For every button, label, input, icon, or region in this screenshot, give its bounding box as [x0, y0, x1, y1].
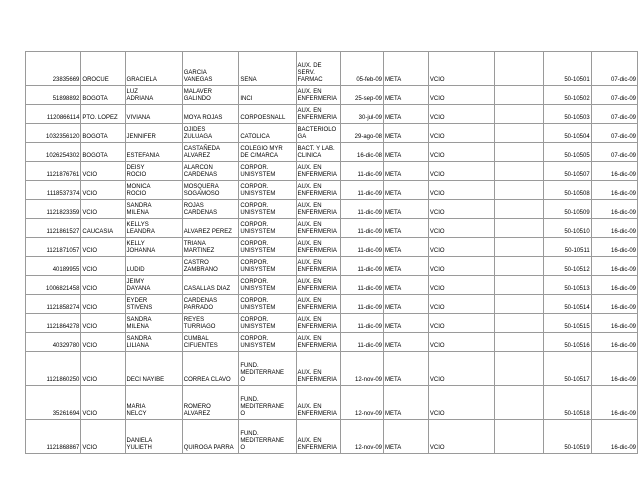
- cell-department: META: [384, 86, 429, 105]
- cell-municipality: VCIO: [428, 124, 494, 143]
- cell-record-date: 16-dic-09: [591, 314, 637, 333]
- cell-id: 1121823359: [26, 200, 81, 219]
- cell-record-date: 16-dic-09: [591, 257, 637, 276]
- cell-id: 1118537374: [26, 181, 81, 200]
- cell-city: CAUCASIA: [81, 219, 125, 238]
- cell-last-name: ROJAS CARDENAS: [182, 200, 239, 219]
- cell-city: VCIO: [81, 200, 125, 219]
- cell-municipality: VCIO: [428, 333, 494, 352]
- cell-title: AUX. DE SERV. FARMAC: [296, 52, 341, 86]
- cell-blank: [494, 333, 543, 352]
- cell-record-date: 16-dic-09: [591, 276, 637, 295]
- cell-municipality: VCIO: [428, 314, 494, 333]
- cell-institution: CORPOR. UNISYSTEM: [239, 219, 296, 238]
- cell-code: 50-10512: [544, 257, 592, 276]
- cell-institution: INCI: [239, 86, 296, 105]
- cell-code: 50-10509: [544, 200, 592, 219]
- cell-blank: [494, 200, 543, 219]
- cell-first-name: MARIA NELCY: [125, 386, 182, 420]
- cell-record-date: 07-dic-09: [591, 105, 637, 124]
- cell-department: META: [384, 386, 429, 420]
- cell-record-date: 07-dic-09: [591, 124, 637, 143]
- cell-last-name: ROMERO ALVAREZ: [182, 386, 239, 420]
- cell-date: 05-feb-09: [341, 52, 384, 86]
- cell-city: BOGOTA: [81, 86, 125, 105]
- cell-record-date: 16-dic-09: [591, 333, 637, 352]
- cell-last-name: MALAVER GALINDO: [182, 86, 239, 105]
- cell-last-name: ALVAREZ PEREZ: [182, 219, 239, 238]
- cell-city: VCIO: [81, 314, 125, 333]
- cell-title: AUX. EN ENFERMERIA: [296, 181, 341, 200]
- cell-code: 50-10503: [544, 105, 592, 124]
- cell-department: META: [384, 105, 429, 124]
- table-row: [26, 86, 638, 105]
- cell-city: VCIO: [81, 352, 125, 386]
- cell-last-name: CORREA CLAVO: [182, 352, 239, 386]
- cell-id: 1121864278: [26, 314, 81, 333]
- cell-title: AUX. EN ENFERMERIA: [296, 257, 341, 276]
- cell-record-date: 07-dic-09: [591, 52, 637, 86]
- cell-record-date: 16-dic-09: [591, 420, 637, 454]
- cell-municipality: VCIO: [428, 352, 494, 386]
- cell-municipality: VCIO: [428, 257, 494, 276]
- cell-first-name: DANIELA YULIETH: [125, 420, 182, 454]
- cell-first-name: SANDRA MILENA: [125, 200, 182, 219]
- cell-title: BACTERIOLO GA: [296, 124, 341, 143]
- cell-title: AUX. EN ENFERMERIA: [296, 352, 341, 386]
- cell-title: AUX. EN ENFERMERIA: [296, 420, 341, 454]
- cell-last-name: CASTAÑEDA ALVAREZ: [182, 143, 239, 162]
- cell-code: 50-10504: [544, 124, 592, 143]
- cell-date: 12-nov-09: [341, 386, 384, 420]
- cell-institution: CORPOR. UNISYSTEM: [239, 295, 296, 314]
- cell-code: 50-10505: [544, 143, 592, 162]
- cell-municipality: VCIO: [428, 238, 494, 257]
- cell-date: 11-dic-09: [341, 238, 384, 257]
- cell-id: 1032356120: [26, 124, 81, 143]
- table-row: [26, 52, 638, 86]
- cell-first-name: SANDRA MILENA: [125, 314, 182, 333]
- cell-municipality: VCIO: [428, 295, 494, 314]
- cell-municipality: VCIO: [428, 219, 494, 238]
- cell-city: VCIO: [81, 276, 125, 295]
- cell-municipality: VCIO: [428, 86, 494, 105]
- cell-date: 11-dic-09: [341, 181, 384, 200]
- cell-id: 40329780: [26, 333, 81, 352]
- cell-department: META: [384, 238, 429, 257]
- cell-date: 11-dic-09: [341, 257, 384, 276]
- cell-institution: CORPOR. UNISYSTEM: [239, 200, 296, 219]
- cell-institution: CORPOR. UNISYSTEM: [239, 238, 296, 257]
- cell-blank: [494, 386, 543, 420]
- cell-id: 51898892: [26, 86, 81, 105]
- cell-code: 50-10508: [544, 181, 592, 200]
- cell-code: 50-10510: [544, 219, 592, 238]
- cell-code: 50-10513: [544, 276, 592, 295]
- cell-date: 11-dic-09: [341, 162, 384, 181]
- cell-id: 1121860250: [26, 352, 81, 386]
- cell-department: META: [384, 295, 429, 314]
- cell-id: 1121868867: [26, 420, 81, 454]
- cell-blank: [494, 143, 543, 162]
- cell-first-name: SANDRA LILIANA: [125, 333, 182, 352]
- cell-date: 12-nov-09: [341, 352, 384, 386]
- cell-id: 40189955: [26, 257, 81, 276]
- cell-date: 12-nov-09: [341, 420, 384, 454]
- cell-institution: CORPOR. UNISYSTEM: [239, 257, 296, 276]
- cell-blank: [494, 295, 543, 314]
- cell-municipality: VCIO: [428, 276, 494, 295]
- cell-last-name: REYES TURRIAGO: [182, 314, 239, 333]
- cell-institution: CORPOR. UNISYSTEM: [239, 181, 296, 200]
- cell-blank: [494, 352, 543, 386]
- cell-last-name: ALARCON CARDENAS: [182, 162, 239, 181]
- cell-department: META: [384, 333, 429, 352]
- cell-department: META: [384, 181, 429, 200]
- cell-blank: [494, 124, 543, 143]
- cell-code: 50-10515: [544, 314, 592, 333]
- cell-title: AUX. EN ENFERMERIA: [296, 105, 341, 124]
- cell-first-name: VIVIANA: [125, 105, 182, 124]
- cell-city: VCIO: [81, 386, 125, 420]
- cell-title: AUX. EN ENFERMERIA: [296, 314, 341, 333]
- cell-blank: [494, 105, 543, 124]
- cell-last-name: MOYA ROJAS: [182, 105, 239, 124]
- table-row: [26, 162, 638, 181]
- cell-first-name: LUZ ADRIANA: [125, 86, 182, 105]
- cell-record-date: 16-dic-09: [591, 295, 637, 314]
- cell-city: VCIO: [81, 162, 125, 181]
- cell-record-date: 16-dic-09: [591, 238, 637, 257]
- table-row: [26, 420, 638, 454]
- cell-title: AUX. EN ENFERMERIA: [296, 200, 341, 219]
- cell-last-name: TRIANA MARTINEZ: [182, 238, 239, 257]
- cell-title: AUX. EN ENFERMERIA: [296, 219, 341, 238]
- cell-blank: [494, 86, 543, 105]
- table-row: [26, 238, 638, 257]
- cell-code: 50-10518: [544, 386, 592, 420]
- cell-blank: [494, 181, 543, 200]
- cell-record-date: 16-dic-09: [591, 386, 637, 420]
- cell-title: AUX. EN ENFERMERIA: [296, 386, 341, 420]
- cell-first-name: JENNIFER: [125, 124, 182, 143]
- cell-municipality: VCIO: [428, 52, 494, 86]
- cell-institution: CORPOR. UNISYSTEM: [239, 276, 296, 295]
- table-row: [26, 219, 638, 238]
- cell-id: 1026254302: [26, 143, 81, 162]
- cell-record-date: 16-dic-09: [591, 181, 637, 200]
- cell-code: 50-10501: [544, 52, 592, 86]
- cell-institution: CORPOESNALL: [239, 105, 296, 124]
- cell-city: PTO. LOPEZ: [81, 105, 125, 124]
- cell-title: AUX. EN ENFERMERIA: [296, 333, 341, 352]
- cell-last-name: CASTRO ZAMBRANO: [182, 257, 239, 276]
- cell-first-name: LUDID: [125, 257, 182, 276]
- cell-date: 29-ago-08: [341, 124, 384, 143]
- cell-id: 23835669: [26, 52, 81, 86]
- cell-department: META: [384, 52, 429, 86]
- cell-last-name: OJIDES ZULUAGA: [182, 124, 239, 143]
- cell-date: 11-dic-09: [341, 276, 384, 295]
- cell-institution: COLEGIO MYR DE C/MARCA: [239, 143, 296, 162]
- table-row: [26, 295, 638, 314]
- cell-code: 50-10502: [544, 86, 592, 105]
- cell-first-name: MONICA ROCIO: [125, 181, 182, 200]
- table-row: [26, 386, 638, 420]
- cell-department: META: [384, 276, 429, 295]
- cell-id: 1121871057: [26, 238, 81, 257]
- cell-last-name: QUIROGA PARRA: [182, 420, 239, 454]
- cell-department: META: [384, 257, 429, 276]
- cell-city: VCIO: [81, 420, 125, 454]
- cell-last-name: CASALLAS DIAZ: [182, 276, 239, 295]
- cell-code: 50-10507: [544, 162, 592, 181]
- cell-id: 35261694: [26, 386, 81, 420]
- table-row: [26, 257, 638, 276]
- cell-city: VCIO: [81, 295, 125, 314]
- cell-title: BACT. Y LAB. CLINICA: [296, 143, 341, 162]
- cell-id: 1120866114: [26, 105, 81, 124]
- cell-city: VCIO: [81, 333, 125, 352]
- table-row: [26, 314, 638, 333]
- cell-id: 1121876761: [26, 162, 81, 181]
- cell-institution: CORPOR. UNISYSTEM: [239, 162, 296, 181]
- cell-first-name: DECI NAYIBE: [125, 352, 182, 386]
- cell-city: VCIO: [81, 238, 125, 257]
- cell-first-name: EYDER STIVENS: [125, 295, 182, 314]
- cell-department: META: [384, 143, 429, 162]
- cell-id: 1006821458: [26, 276, 81, 295]
- cell-institution: CATOLICA: [239, 124, 296, 143]
- cell-city: OROCUE: [81, 52, 125, 86]
- cell-department: META: [384, 420, 429, 454]
- cell-blank: [494, 257, 543, 276]
- cell-department: META: [384, 124, 429, 143]
- cell-department: META: [384, 352, 429, 386]
- cell-title: AUX. EN ENFERMERIA: [296, 162, 341, 181]
- table-row: [26, 276, 638, 295]
- cell-code: 50-10517: [544, 352, 592, 386]
- cell-title: AUX. EN ENFERMERIA: [296, 86, 341, 105]
- cell-last-name: CARDENAS PARRADO: [182, 295, 239, 314]
- cell-first-name: ESTEFANIA: [125, 143, 182, 162]
- cell-department: META: [384, 314, 429, 333]
- table-row: [26, 352, 638, 386]
- cell-city: BOGOTA: [81, 124, 125, 143]
- table-row: [26, 124, 638, 143]
- cell-code: 50-10516: [544, 333, 592, 352]
- cell-city: VCIO: [81, 181, 125, 200]
- cell-code: 50-10511: [544, 238, 592, 257]
- cell-date: 25-sep-09: [341, 86, 384, 105]
- cell-date: 11-dic-09: [341, 295, 384, 314]
- cell-department: META: [384, 162, 429, 181]
- cell-blank: [494, 52, 543, 86]
- cell-code: 50-10514: [544, 295, 592, 314]
- cell-last-name: GARCIA VANEGAS: [182, 52, 239, 86]
- cell-blank: [494, 314, 543, 333]
- cell-city: VCIO: [81, 257, 125, 276]
- cell-first-name: KELLY JOHANNA: [125, 238, 182, 257]
- cell-code: 50-10519: [544, 420, 592, 454]
- cell-department: META: [384, 200, 429, 219]
- cell-title: AUX. EN ENFERMERIA: [296, 238, 341, 257]
- cell-date: 30-jul-09: [341, 105, 384, 124]
- cell-date: 16-dic-08: [341, 143, 384, 162]
- cell-date: 11-dic-09: [341, 219, 384, 238]
- cell-city: BOGOTA: [81, 143, 125, 162]
- data-table: [25, 51, 638, 454]
- cell-municipality: VCIO: [428, 181, 494, 200]
- table-row: [26, 333, 638, 352]
- cell-blank: [494, 219, 543, 238]
- cell-institution: FUND. MEDITERRANE O: [239, 420, 296, 454]
- cell-municipality: VCIO: [428, 143, 494, 162]
- cell-first-name: JEIMY DAYANA: [125, 276, 182, 295]
- cell-first-name: KELLYS LEANDRA: [125, 219, 182, 238]
- cell-title: AUX. EN ENFERMERIA: [296, 276, 341, 295]
- cell-blank: [494, 238, 543, 257]
- cell-institution: FUND. MEDITERRANE O: [239, 386, 296, 420]
- cell-municipality: VCIO: [428, 420, 494, 454]
- cell-municipality: VCIO: [428, 105, 494, 124]
- cell-title: AUX. EN ENFERMERIA: [296, 295, 341, 314]
- cell-record-date: 16-dic-09: [591, 352, 637, 386]
- cell-institution: SENA: [239, 52, 296, 86]
- cell-blank: [494, 420, 543, 454]
- cell-id: 1121861527: [26, 219, 81, 238]
- cell-institution: CORPOR. UNISYSTEM: [239, 314, 296, 333]
- table-row: [26, 200, 638, 219]
- table-row: [26, 143, 638, 162]
- cell-record-date: 07-dic-09: [591, 86, 637, 105]
- cell-institution: FUND. MEDITERRANE O: [239, 352, 296, 386]
- table-row: [26, 105, 638, 124]
- table-row: [26, 181, 638, 200]
- cell-municipality: VCIO: [428, 200, 494, 219]
- cell-department: META: [384, 219, 429, 238]
- cell-id: 1121858274: [26, 295, 81, 314]
- cell-date: 11-dic-09: [341, 333, 384, 352]
- cell-blank: [494, 276, 543, 295]
- cell-municipality: VCIO: [428, 162, 494, 181]
- cell-first-name: DEISY ROCIO: [125, 162, 182, 181]
- cell-institution: CORPOR. UNISYSTEM: [239, 333, 296, 352]
- cell-municipality: VCIO: [428, 386, 494, 420]
- cell-blank: [494, 162, 543, 181]
- cell-record-date: 07-dic-09: [591, 143, 637, 162]
- cell-date: 11-dic-09: [341, 314, 384, 333]
- cell-last-name: MOSQUERA SOGAMOSO: [182, 181, 239, 200]
- cell-record-date: 16-dic-09: [591, 162, 637, 181]
- cell-date: 11-dic-09: [341, 200, 384, 219]
- cell-first-name: GRACIELA: [125, 52, 182, 86]
- cell-record-date: 16-dic-09: [591, 219, 637, 238]
- cell-last-name: CUMBAL CIFUENTES: [182, 333, 239, 352]
- cell-record-date: 16-dic-09: [591, 200, 637, 219]
